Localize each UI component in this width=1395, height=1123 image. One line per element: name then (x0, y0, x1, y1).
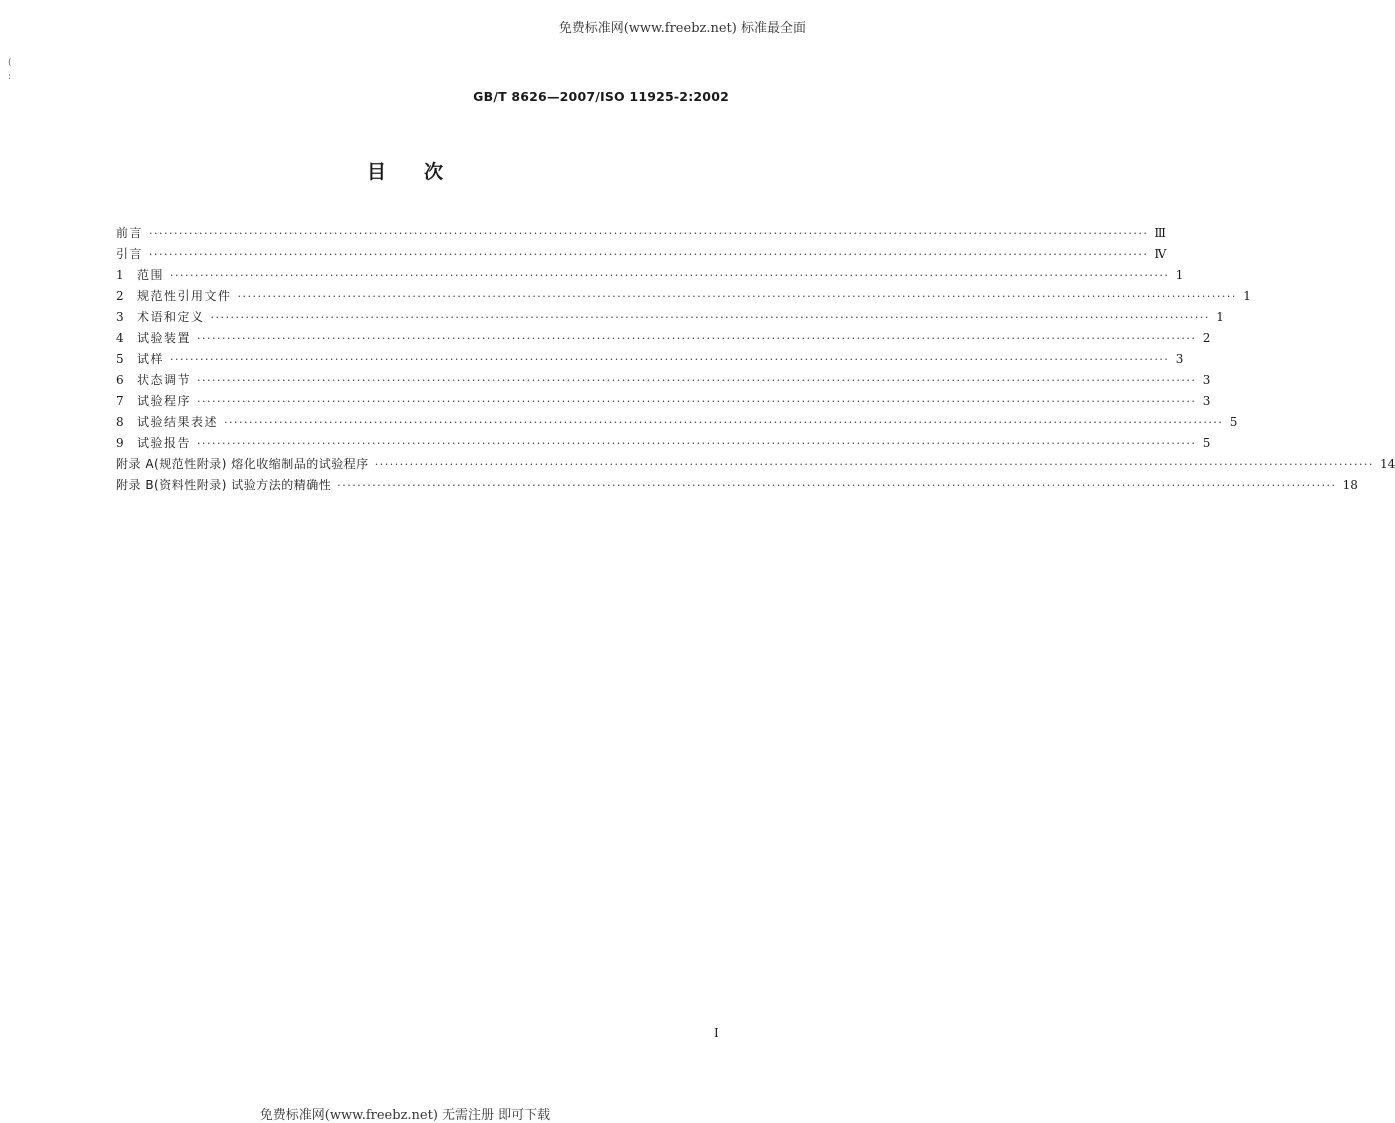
toc-entry-number: 8 (116, 415, 124, 429)
toc-entry-page: 18 (1342, 478, 1358, 492)
toc-entry-label: 试验装置 (137, 331, 192, 345)
toc-entry-label: 状态调节 (137, 373, 192, 387)
page-title: 目次 (366, 161, 481, 183)
toc-entry-page: Ⅳ (1154, 247, 1167, 261)
toc-dot-leader: ········································································································································································································ (149, 227, 1149, 240)
toc-dot-leader: ········································································································································································································ (197, 332, 1197, 345)
toc-dot-leader: ········································································································································································································ (149, 248, 1149, 261)
toc-entry[interactable] (116, 307, 1224, 328)
toc-entry-label: 试样 (137, 352, 165, 366)
toc-entry-number: 1 (116, 268, 124, 282)
toc-entry-number: 5 (116, 352, 124, 366)
toc-dot-leader: ········································································································································································································ (197, 395, 1197, 408)
toc-entry-label: 试验程序 (137, 394, 192, 408)
table-of-contents (116, 223, 1395, 496)
toc-dot-leader: ········································································································································································································ (170, 353, 1170, 366)
toc-entry-label: 试验报告 (137, 436, 192, 450)
standard-number: GB/T 8626—2007/ISO 11925-2:2002 (473, 89, 729, 104)
toc-entry[interactable] (116, 433, 1211, 454)
toc-entry[interactable] (116, 412, 1238, 433)
watermark-bottom: 免费标准网(www.freebz.net) 无需注册 即可下载 (259, 1108, 551, 1123)
watermark-top: 免费标准网(www.freebz.net) 标准最全面 (558, 21, 806, 36)
toc-dot-leader: ········································································································································································································ (224, 416, 1224, 429)
toc-entry-number: 6 (116, 373, 124, 387)
toc-entry[interactable] (116, 454, 1395, 475)
toc-dot-leader: ········································································································································································································ (210, 311, 1210, 324)
toc-entry[interactable] (116, 391, 1211, 412)
toc-entry-page: 14 (1380, 457, 1395, 471)
edge-mark: ( (8, 58, 12, 68)
page-number: I (714, 1026, 719, 1040)
toc-entry-page: 1 (1243, 289, 1251, 303)
toc-entry[interactable] (116, 328, 1211, 349)
toc-entry-label: 规范性引用文件 (137, 289, 232, 303)
toc-entry-label: 范围 (137, 268, 165, 282)
toc-dot-leader: ········································································································································································································ (197, 374, 1197, 387)
toc-entry[interactable] (116, 223, 1166, 244)
toc-entry[interactable] (116, 475, 1358, 496)
toc-dot-leader: ········································································································································································································ (337, 479, 1337, 492)
toc-entry[interactable] (116, 265, 1184, 286)
toc-entry[interactable] (116, 244, 1167, 265)
toc-entry-page: 3 (1175, 352, 1184, 366)
toc-entry[interactable] (116, 349, 1184, 370)
toc-entry[interactable] (116, 370, 1211, 391)
toc-entry-number: 4 (116, 331, 124, 345)
toc-dot-leader: ········································································································································································································ (374, 458, 1375, 471)
toc-entry-number: 2 (116, 289, 124, 303)
toc-entry-label: 引言 (116, 247, 144, 261)
toc-dot-leader: ········································································································································································································ (237, 290, 1237, 303)
toc-entry-label: 术语和定义 (137, 310, 205, 324)
toc-dot-leader: ········································································································································································································ (170, 269, 1170, 282)
toc-entry-label: 附录 A(规范性附录) 熔化收缩制品的试验程序 (116, 457, 369, 471)
toc-dot-leader: ········································································································································································································ (197, 437, 1197, 450)
toc-entry-label: 附录 B(资料性附录) 试验方法的精确性 (116, 478, 332, 492)
toc-entry[interactable] (116, 286, 1251, 307)
toc-entry-page: 5 (1202, 436, 1211, 450)
toc-entry-page: Ⅲ (1154, 226, 1166, 240)
toc-entry-page: 3 (1202, 394, 1211, 408)
toc-entry-page: 3 (1202, 373, 1211, 387)
toc-entry-page: 1 (1216, 310, 1224, 324)
toc-entry-page: 5 (1229, 415, 1238, 429)
toc-entry-page: 2 (1202, 331, 1211, 345)
toc-entry-label: 前言 (116, 226, 144, 240)
toc-entry-page: 1 (1175, 268, 1184, 282)
toc-entry-number: 3 (116, 310, 124, 324)
toc-entry-number: 7 (116, 394, 124, 408)
edge-mark: : (8, 72, 12, 82)
toc-entry-label: 试验结果表述 (137, 415, 219, 429)
toc-entry-number: 9 (116, 436, 124, 450)
